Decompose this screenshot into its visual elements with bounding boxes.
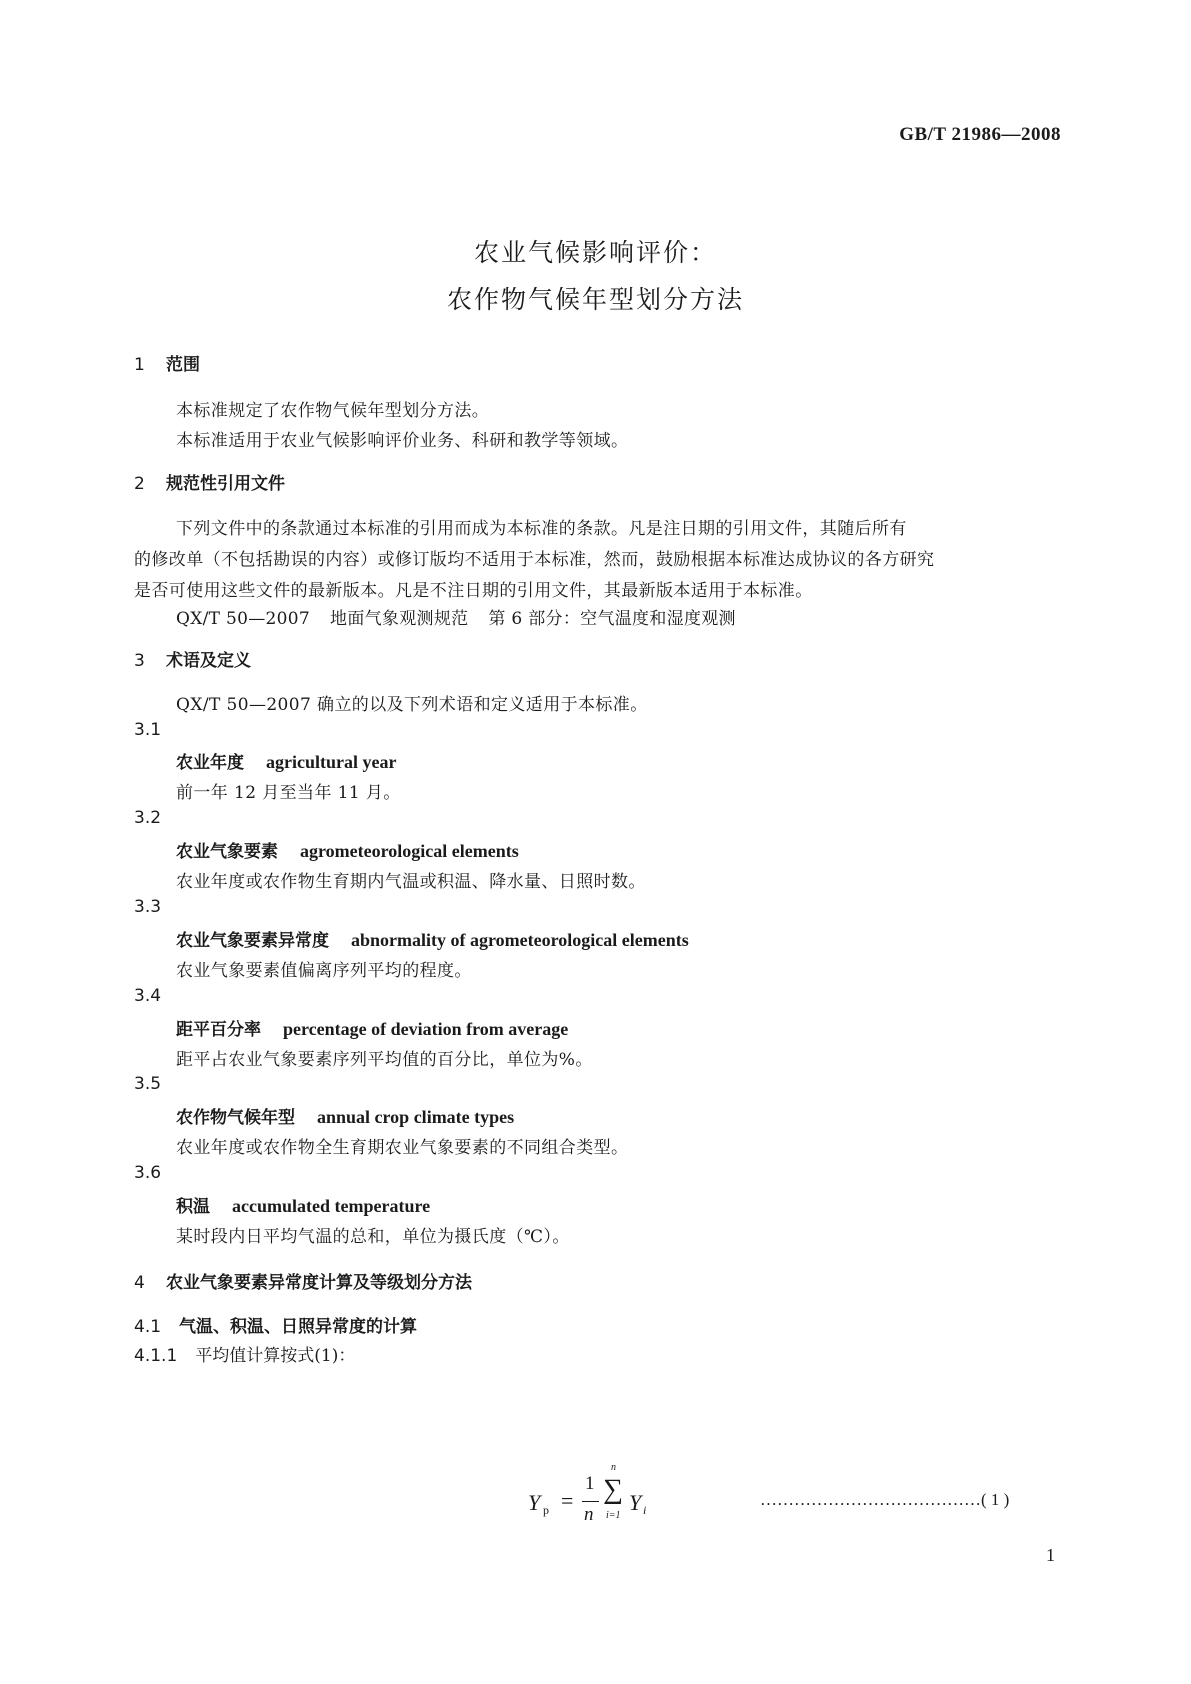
formula-frac-num: 1 xyxy=(585,1473,595,1494)
subsection-number: 4.1 xyxy=(134,1317,162,1337)
reference-code: QX/T 50—2007 xyxy=(176,609,311,629)
section-number: 1 xyxy=(134,355,145,375)
term-number: 3.5 xyxy=(134,1074,162,1094)
formula-sum-sign: ∑ xyxy=(603,1474,623,1505)
subsection-title: 气温、积温、日照异常度的计算 xyxy=(179,1317,418,1337)
term-number: 3.2 xyxy=(134,808,162,828)
reference-part: 第 6 部分：空气温度和湿度观测 xyxy=(488,609,736,629)
term-number: 3.1 xyxy=(134,720,162,740)
subsection-4-1-heading xyxy=(134,1312,417,1337)
term-definition: 农业年度或农作物全生育期农业气象要素的不同组合类型。 xyxy=(176,1138,629,1158)
section-1-heading xyxy=(134,350,200,375)
section-3-heading xyxy=(134,646,251,671)
term-number: 3.3 xyxy=(134,897,162,917)
section-number: 3 xyxy=(134,651,145,671)
term-definition: 农业年度或农作物生育期内气温或积温、降水量、日照时数。 xyxy=(176,872,646,892)
term-name xyxy=(176,837,519,862)
section-title: 规范性引用文件 xyxy=(166,474,285,494)
term-name-cn: 积温 xyxy=(176,1197,210,1217)
document-title-line1: 农业气候影响评价： xyxy=(473,238,717,267)
section-title: 范围 xyxy=(166,355,200,375)
term-definition: 某时段内日平均气温的总和，单位为摄氏度（℃）。 xyxy=(176,1227,570,1247)
section-2-heading xyxy=(134,469,285,494)
term-definition: 农业气象要素值偏离序列平均的程度。 xyxy=(176,961,472,981)
section-2-paragraph-line: 的修改单（不包括勘误的内容）或修订版均不适用于本标准，然而，鼓励根据本标准达成协议的各方研究 xyxy=(134,550,935,570)
term-name-en: agrometeorological elements xyxy=(300,841,519,861)
term-name xyxy=(176,1015,568,1040)
section-2-paragraph-line: 是否可使用这些文件的最新版本。凡是不注日期的引用文件，其最新版本适用于本标准。 xyxy=(134,581,813,601)
term-number: 3.6 xyxy=(134,1163,162,1183)
page-number: 1 xyxy=(1046,1545,1055,1565)
section-4-heading xyxy=(134,1268,472,1293)
equation-dots: ………………………………… xyxy=(760,1490,981,1509)
formula-fraction-bar xyxy=(582,1501,599,1502)
formula-term-sub: i xyxy=(643,1503,647,1517)
term-name-cn: 农业气象要素异常度 xyxy=(176,931,329,951)
formula-lhs-sub: p xyxy=(543,1503,549,1517)
formula-mean xyxy=(528,1462,668,1542)
term-number: 3.4 xyxy=(134,986,162,1006)
subsection-text: 平均值计算按式(1)： xyxy=(195,1346,356,1366)
standard-code: GB/T 21986—2008 xyxy=(899,124,1061,145)
section-title: 农业气象要素异常度计算及等级划分方法 xyxy=(166,1273,472,1293)
section-1-paragraph: 本标准适用于农业气候影响评价业务、科研和教学等领域。 xyxy=(176,431,629,451)
formula-frac-den: n xyxy=(584,1504,594,1525)
formula-sum-upper: n xyxy=(611,1462,616,1473)
section-2-paragraph-line: 下列文件中的条款通过本标准的引用而成为本标准的条款。凡是注日期的引用文件，其随后所有 xyxy=(176,519,907,539)
term-name-cn: 农业气象要素 xyxy=(176,842,278,862)
subsection-4-1-1 xyxy=(134,1341,355,1366)
term-name-cn: 农业年度 xyxy=(176,753,244,773)
term-name-en: abnormality of agrometeorological elements xyxy=(351,930,689,950)
term-name-cn: 农作物气候年型 xyxy=(176,1108,295,1128)
term-name xyxy=(176,1192,430,1217)
term-name-cn: 距平百分率 xyxy=(176,1020,261,1040)
normative-reference xyxy=(176,604,756,629)
formula-lhs: Y xyxy=(528,1490,541,1515)
formula-sum-lower: i=1 xyxy=(606,1510,621,1521)
section-number: 2 xyxy=(134,474,145,494)
equation-number xyxy=(760,1490,1009,1510)
document-title-line2: 农作物气候年型划分方法 xyxy=(446,285,744,314)
formula-equals: = xyxy=(561,1488,574,1513)
term-definition: 前一年 12 月至当年 11 月。 xyxy=(176,783,401,803)
formula-term: Y xyxy=(629,1490,642,1515)
subsection-number: 4.1.1 xyxy=(134,1346,178,1366)
section-3-intro: QX/T 50—2007 确立的以及下列术语和定义适用于本标准。 xyxy=(176,695,648,715)
term-name-en: accumulated temperature xyxy=(232,1196,431,1216)
section-1-paragraph: 本标准规定了农作物气候年型划分方法。 xyxy=(176,401,490,421)
reference-name: 地面气象观测规范 xyxy=(330,609,469,629)
term-name xyxy=(176,1103,514,1128)
section-number: 4 xyxy=(134,1273,145,1293)
term-name xyxy=(176,748,396,773)
section-title: 术语及定义 xyxy=(166,651,251,671)
equation-number-label: ( 1 ) xyxy=(981,1490,1010,1509)
term-name-en: percentage of deviation from average xyxy=(283,1019,569,1039)
term-name-en: agricultural year xyxy=(266,752,397,772)
term-name-en: annual crop climate types xyxy=(317,1107,515,1127)
term-name xyxy=(176,926,689,951)
term-definition: 距平占农业气象要素序列平均值的百分比，单位为%。 xyxy=(176,1050,593,1070)
